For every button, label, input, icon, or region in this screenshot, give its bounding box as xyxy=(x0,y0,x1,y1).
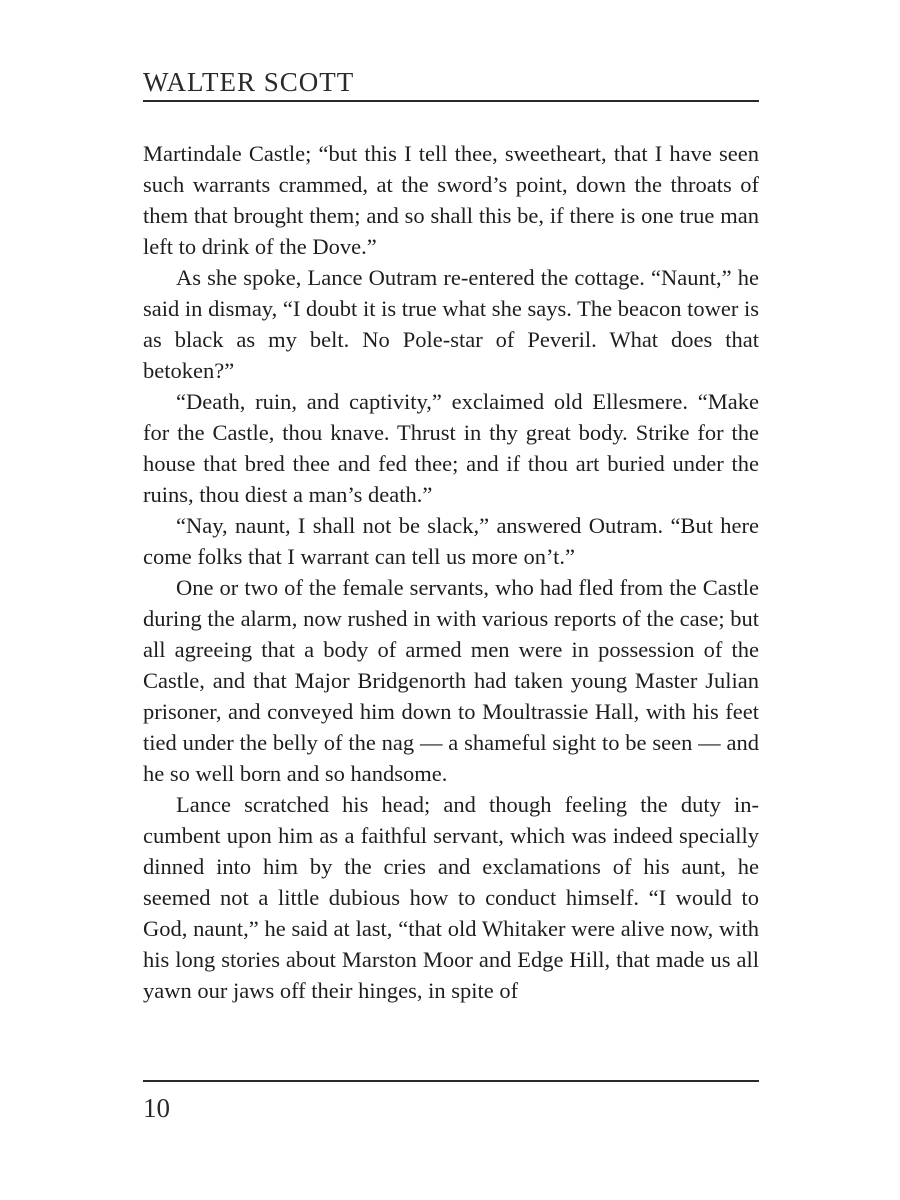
footer-rule xyxy=(143,1080,759,1082)
header-rule xyxy=(143,100,759,102)
paragraph: Martindale Castle; “but this I tell thee, sweetheart, that I have seen such warrants crammed, at the sword’s point, down the throats of them that brought them; and so shall this be, if there is one true man left to drink of the Dove.” xyxy=(143,141,759,259)
paragraph: “Death, ruin, and captivity,” exclaimed old Ellesmere. “Make for the Castle, thou knave. Thrust in thy great body. Strike for the house that bred thee and fed thee; and if thou art buried under the ruins, thou diest a man’s death.” xyxy=(143,389,759,507)
paragraph: As she spoke, Lance Outram re-entered the cottage. “Naunt,” he said in dismay, “I doubt it is true what she says. The beacon tower is as black as my belt. No Pole-star of Peveril. What does that betoken?” xyxy=(143,265,759,383)
paragraph: Lance scratched his head; and though feeling the duty incumbent upon him as a faithful servant, which was indeed specially dinned into him by the cries and exclamations of his aunt, he seemed not a little dubious how to conduct himself. “I would to God, naunt,” he said at last, “that old Whitaker were alive now, with his long stories about Marston Moor and Edge Hill, that made us all yawn our jaws off their hinges, in spite of xyxy=(143,792,759,1003)
paragraph: “Nay, naunt, I shall not be slack,” answered Outram. “But here come folks that I warrant can tell us more on’t.” xyxy=(143,513,759,569)
running-header-title: WALTER SCOTT xyxy=(143,67,355,97)
paragraph: One or two of the female servants, who had fled from the Castle during the alarm, now rushed in with various reports of the case; but all agreeing that a body of armed men were in possession of the Castle, and that Major Bridgenorth had taken young Master Julian prisoner, and conveyed him down to Moultrassie Hall, with his feet tied under the belly of the nag — a shameful sight to be seen — and he so well born and so handsome. xyxy=(143,575,759,786)
body-text xyxy=(143,138,759,1006)
book-page xyxy=(143,0,759,1200)
page-number: 10 xyxy=(143,1093,170,1123)
